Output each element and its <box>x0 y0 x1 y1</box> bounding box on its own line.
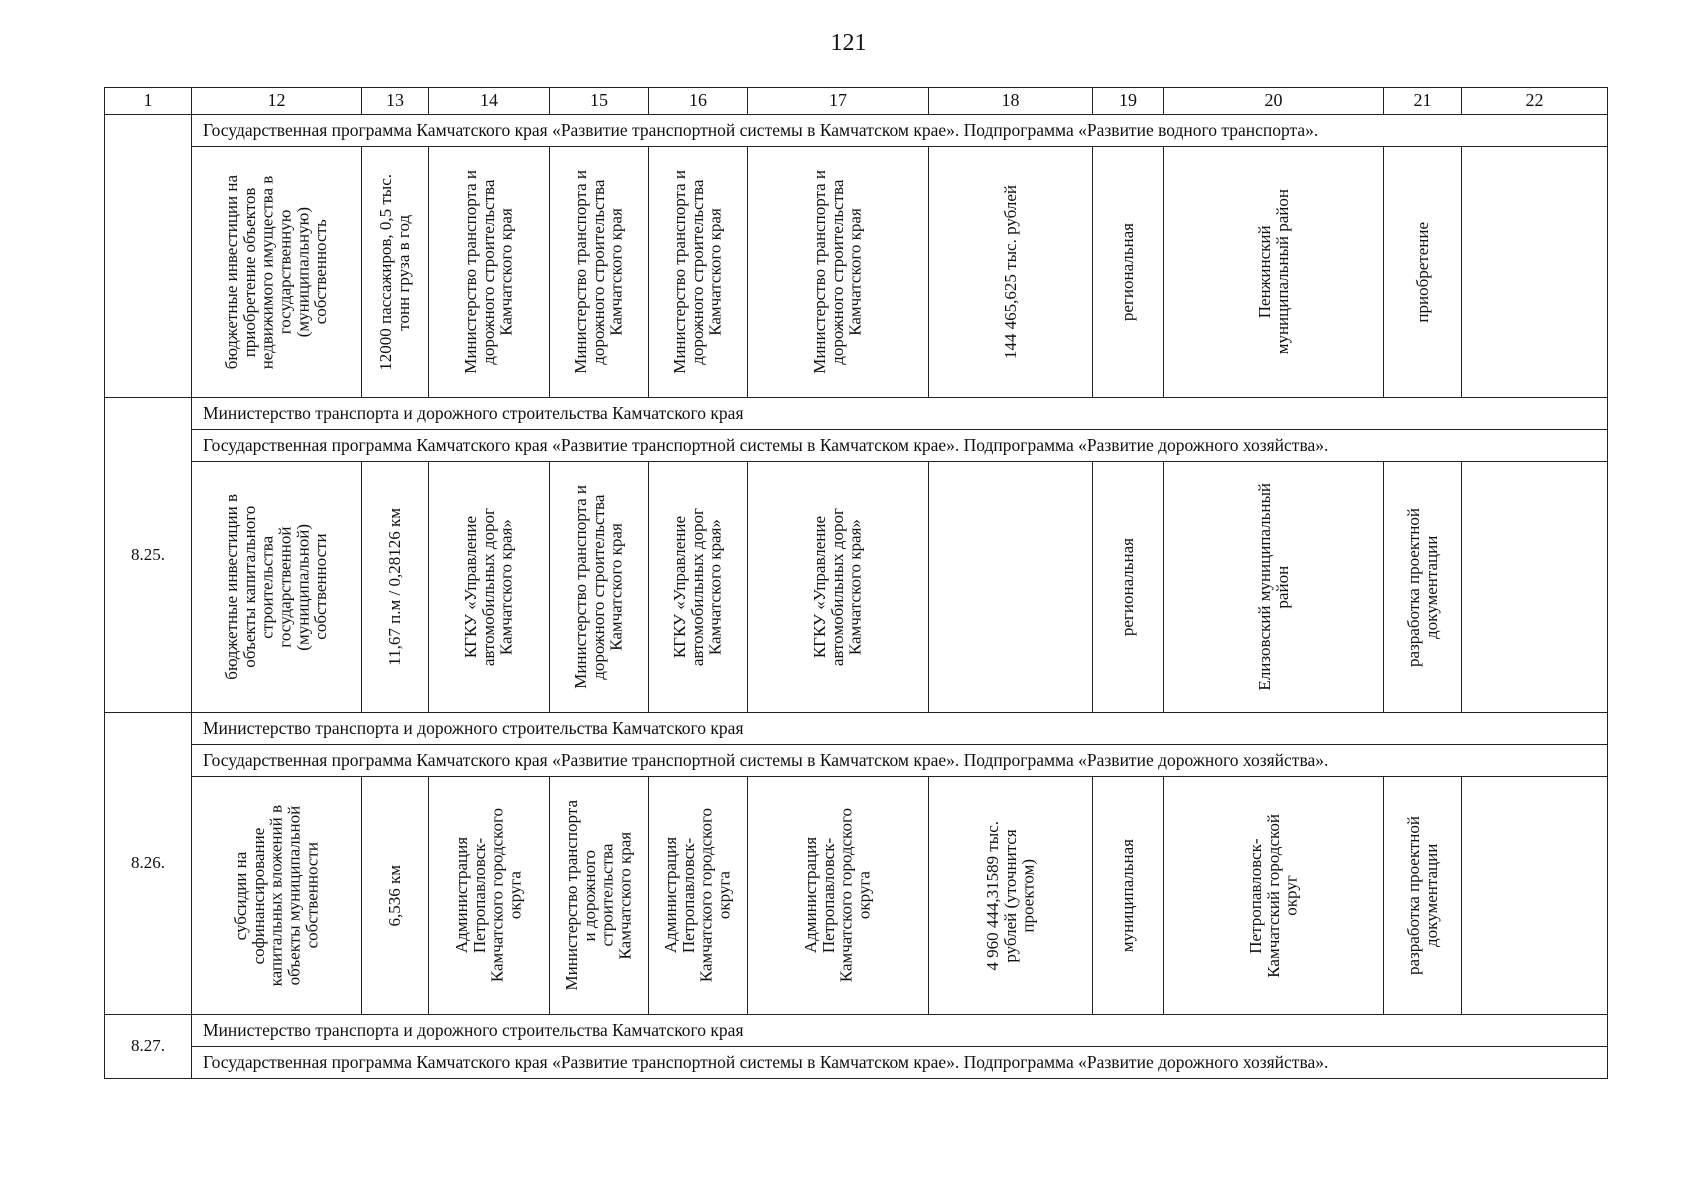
table-cell: Министерство транспорта и дорожного строительства Камчатского края <box>550 462 649 713</box>
table-cell: Администрация Петропавловск- Камчатского городского округа <box>429 777 550 1015</box>
table-cell: Администрация Петропавловск- Камчатского городского округа <box>748 777 929 1015</box>
row-number: 8.27. <box>105 1015 192 1079</box>
program-line: Государственная программа Камчатского края «Развитие транспортной системы в Камчатском крае». Подпрограмма «Развитие дорожного хозяйства». <box>192 745 1608 777</box>
header-row <box>105 88 1608 115</box>
table-cell: Пенжинский муниципальный район <box>1164 147 1384 398</box>
row-number: 8.26. <box>105 713 192 1015</box>
ministry-line: Министерство транспорта и дорожного строительства Камчатского края <box>192 713 1608 745</box>
table-row <box>105 147 1608 398</box>
row-number: 8.25. <box>105 398 192 713</box>
program-row <box>105 430 1608 462</box>
table-cell: региональная <box>1093 147 1164 398</box>
page-number: 121 <box>830 30 867 56</box>
program-line: Государственная программа Камчатского края «Развитие транспортной системы в Камчатском крае». Подпрограмма «Развитие водного транспорта». <box>192 115 1608 147</box>
program-row <box>105 1015 1608 1047</box>
ministry-line: Министерство транспорта и дорожного строительства Камчатского края <box>192 1015 1608 1047</box>
table-cell: 144 465,625 тыс. рублей <box>929 147 1093 398</box>
table-cell: муниципальная <box>1093 777 1164 1015</box>
column-header: 13 <box>362 88 429 115</box>
table-row <box>105 462 1608 713</box>
ministry-line: Министерство транспорта и дорожного строительства Камчатского края <box>192 398 1608 430</box>
column-header: 19 <box>1093 88 1164 115</box>
table-cell: Администрация Петропавловск- Камчатского городского округа <box>649 777 748 1015</box>
table-cell: 4 960 444,31589 тыс. рублей (уточнится проектом) <box>929 777 1093 1015</box>
column-header: 12 <box>192 88 362 115</box>
column-header: 18 <box>929 88 1093 115</box>
table-cell: Петропавловск- Камчатский городской округ <box>1164 777 1384 1015</box>
table-cell: 11,67 п.м / 0,28126 км <box>362 462 429 713</box>
table-cell <box>1462 462 1608 713</box>
column-header: 21 <box>1384 88 1462 115</box>
table-cell: субсидии на софинансирование капитальных вложений в объекты муниципальной собственности <box>192 777 362 1015</box>
table-cell: КГКУ «Управление автомобильных дорог Камчатского края» <box>429 462 550 713</box>
column-header: 1 <box>105 88 192 115</box>
table-cell: разработка проектной документации <box>1384 777 1462 1015</box>
column-header: 17 <box>748 88 929 115</box>
table-cell: приобретение <box>1384 147 1462 398</box>
program-row <box>105 398 1608 430</box>
program-row <box>105 115 1608 147</box>
column-header: 20 <box>1164 88 1384 115</box>
program-line: Государственная программа Камчатского края «Развитие транспортной системы в Камчатском крае». Подпрограмма «Развитие дорожного хозяйства». <box>192 1047 1608 1079</box>
table-cell: бюджетные инвестиции в объекты капитального строительства государственной (муниципальной) собственности <box>192 462 362 713</box>
program-row <box>105 713 1608 745</box>
table-cell <box>1462 777 1608 1015</box>
table-row <box>105 777 1608 1015</box>
table-cell: Министерство транспорта и дорожного строительства Камчатского края <box>649 147 748 398</box>
data-table <box>104 87 1608 1079</box>
column-header: 22 <box>1462 88 1608 115</box>
table-cell: Министерство транспорта и дорожного строительства Камчатского края <box>748 147 929 398</box>
column-header: 15 <box>550 88 649 115</box>
row-number <box>105 115 192 398</box>
table-cell <box>929 462 1093 713</box>
program-line: Государственная программа Камчатского края «Развитие транспортной системы в Камчатском крае». Подпрограмма «Развитие дорожного хозяйства». <box>192 430 1608 462</box>
table-cell: 12000 пассажиров, 0,5 тыс. тонн груза в год <box>362 147 429 398</box>
table-cell: Елизовский муниципальный район <box>1164 462 1384 713</box>
table-cell: региональная <box>1093 462 1164 713</box>
table-cell: бюджетные инвестиции на приобретение объектов недвижимого имущества в государственную (муниципальную) собственность <box>192 147 362 398</box>
column-header: 14 <box>429 88 550 115</box>
table-cell: Министерство транспорта и дорожного строительства Камчатского края <box>429 147 550 398</box>
table-cell: Министерство транспорта и дорожного строительства Камчатского края <box>550 147 649 398</box>
table-cell: 6,536 км <box>362 777 429 1015</box>
table-cell <box>1462 147 1608 398</box>
table-cell: разработка проектной документации <box>1384 462 1462 713</box>
table-cell: КГКУ «Управление автомобильных дорог Камчатского края» <box>649 462 748 713</box>
table-cell: Министерство транспорта и дорожного строительства Камчатского края <box>550 777 649 1015</box>
column-header: 16 <box>649 88 748 115</box>
table-cell: КГКУ «Управление автомобильных дорог Камчатского края» <box>748 462 929 713</box>
program-row <box>105 1047 1608 1079</box>
program-row <box>105 745 1608 777</box>
